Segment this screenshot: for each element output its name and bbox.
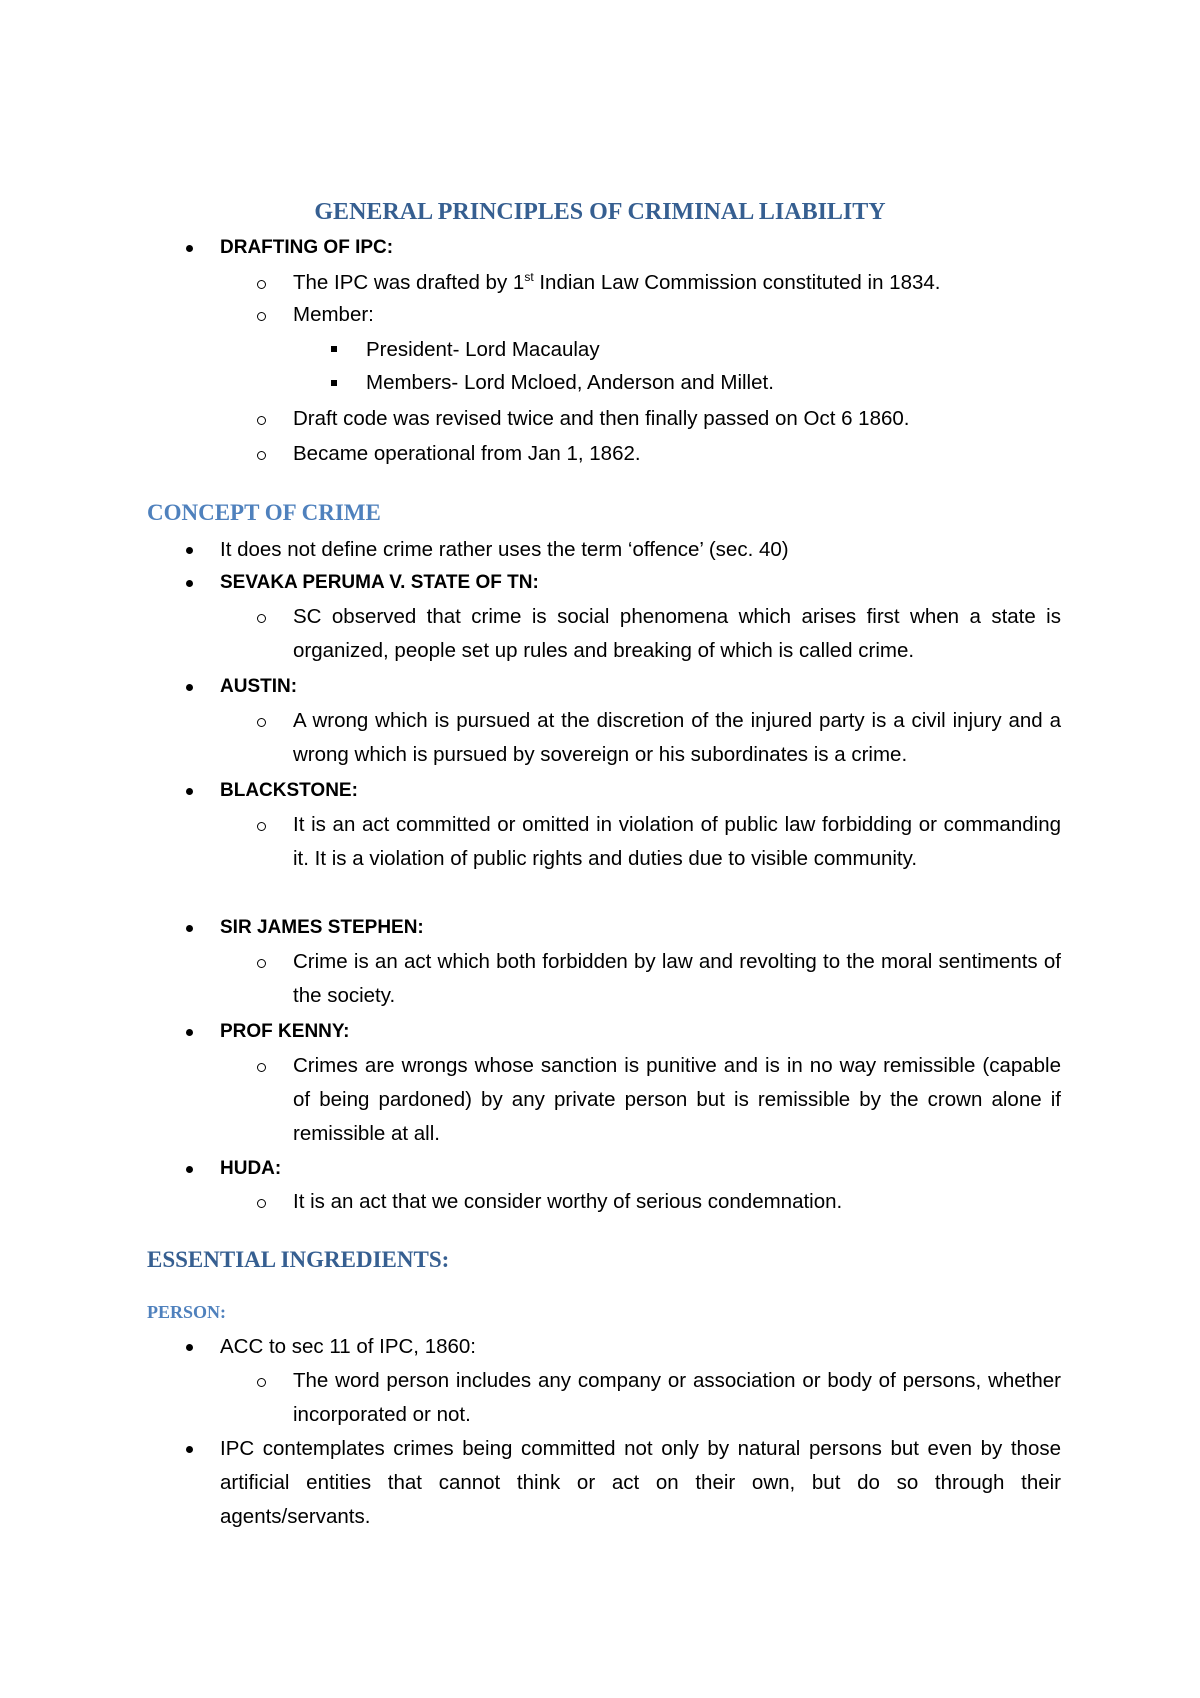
bullet-circle — [257, 312, 266, 321]
heading-huda: HUDA: — [220, 1158, 282, 1179]
person-acc: ACC to sec 11 of IPC, 1860: — [220, 1335, 476, 1358]
bullet-circle — [257, 718, 266, 727]
bullet-circle — [257, 959, 266, 968]
superscript-st: st — [524, 270, 534, 285]
person-definition: The word person includes any company or association or body of persons, whether incorporated or not. — [293, 1369, 1061, 1426]
bullet-disc — [186, 580, 193, 587]
bullet-disc — [186, 925, 193, 932]
commission-text-start: The IPC was drafted by 1 — [293, 271, 525, 294]
drafting-member-label: Member: — [293, 303, 374, 326]
bullet-disc — [186, 684, 193, 691]
section-heading-drafting: DRAFTING OF IPC: — [220, 237, 394, 258]
bullet-circle — [257, 822, 266, 831]
bullet-circle — [257, 1378, 266, 1387]
bullet-square — [331, 346, 337, 352]
bullet-disc — [186, 1029, 193, 1036]
heading-stephen: SIR JAMES STEPHEN: — [220, 917, 424, 938]
bullet-disc — [186, 1344, 193, 1351]
bullet-disc — [186, 245, 193, 252]
bullet-circle — [257, 614, 266, 623]
heading-sevaka: SEVAKA PERUMA V. STATE OF TN: — [220, 572, 539, 593]
subheading-person: PERSON: — [147, 1302, 227, 1322]
sevaka-text: SC observed that crime is social phenomena which arises first when a state is organized, people set up rules and breaking of which is called crime. — [293, 605, 1061, 662]
heading-blackstone: BLACKSTONE: — [220, 780, 358, 801]
bullet-circle — [257, 416, 266, 425]
concept-offence: It does not define crime rather uses the term ‘offence’ (sec. 40) — [220, 538, 789, 561]
drafting-revised: Draft code was revised twice and then finally passed on Oct 6 1860. — [293, 407, 910, 430]
kenny-text: Crimes are wrongs whose sanction is punitive and is in no way remissible (capable of being pardoned) by any private person but is remissible by the crown alone if remissible at all. — [293, 1054, 1061, 1145]
ipc-contemplates-text: IPC contemplates crimes being committed not only by natural persons but even by those artificial entities that cannot think or act on their own, but do so through their agents/servants. — [220, 1437, 1061, 1528]
bullet-disc — [186, 1166, 193, 1173]
drafting-members: Members- Lord Mcloed, Anderson and Millet. — [366, 371, 774, 394]
stephen-text: Crime is an act which both forbidden by law and revolting to the moral sentiments of the society. — [293, 950, 1061, 1007]
austin-text: A wrong which is pursued at the discretion of the injured party is a civil injury and a wrong which is pursued by sovereign or his subordinates is a crime. — [293, 709, 1061, 766]
commission-text-end: Indian Law Commission constituted in 1834. — [533, 271, 941, 294]
bullet-circle — [257, 1199, 266, 1208]
page-title: GENERAL PRINCIPLES OF CRIMINAL LIABILITY — [314, 199, 886, 225]
drafting-line-commission — [293, 266, 940, 300]
section-heading-concept: CONCEPT OF CRIME — [147, 500, 381, 525]
section-heading-essential: ESSENTIAL INGREDIENTS: — [147, 1247, 450, 1272]
bullet-square — [331, 380, 337, 386]
heading-austin: AUSTIN: — [220, 676, 298, 697]
drafting-operational: Became operational from Jan 1, 1862. — [293, 442, 641, 465]
bullet-circle — [257, 280, 266, 289]
heading-kenny: PROF KENNY: — [220, 1021, 350, 1042]
bullet-disc — [186, 547, 193, 554]
huda-text: It is an act that we consider worthy of serious condemnation. — [293, 1190, 843, 1213]
blackstone-text: It is an act committed or omitted in violation of public law forbidding or commanding it. It is a violation of public rights and duties due to visible community. — [293, 813, 1061, 870]
bullet-disc — [186, 788, 193, 795]
bullet-circle — [257, 451, 266, 460]
drafting-president: President- Lord Macaulay — [366, 338, 600, 361]
bullet-disc — [186, 1446, 193, 1453]
bullet-circle — [257, 1063, 266, 1072]
